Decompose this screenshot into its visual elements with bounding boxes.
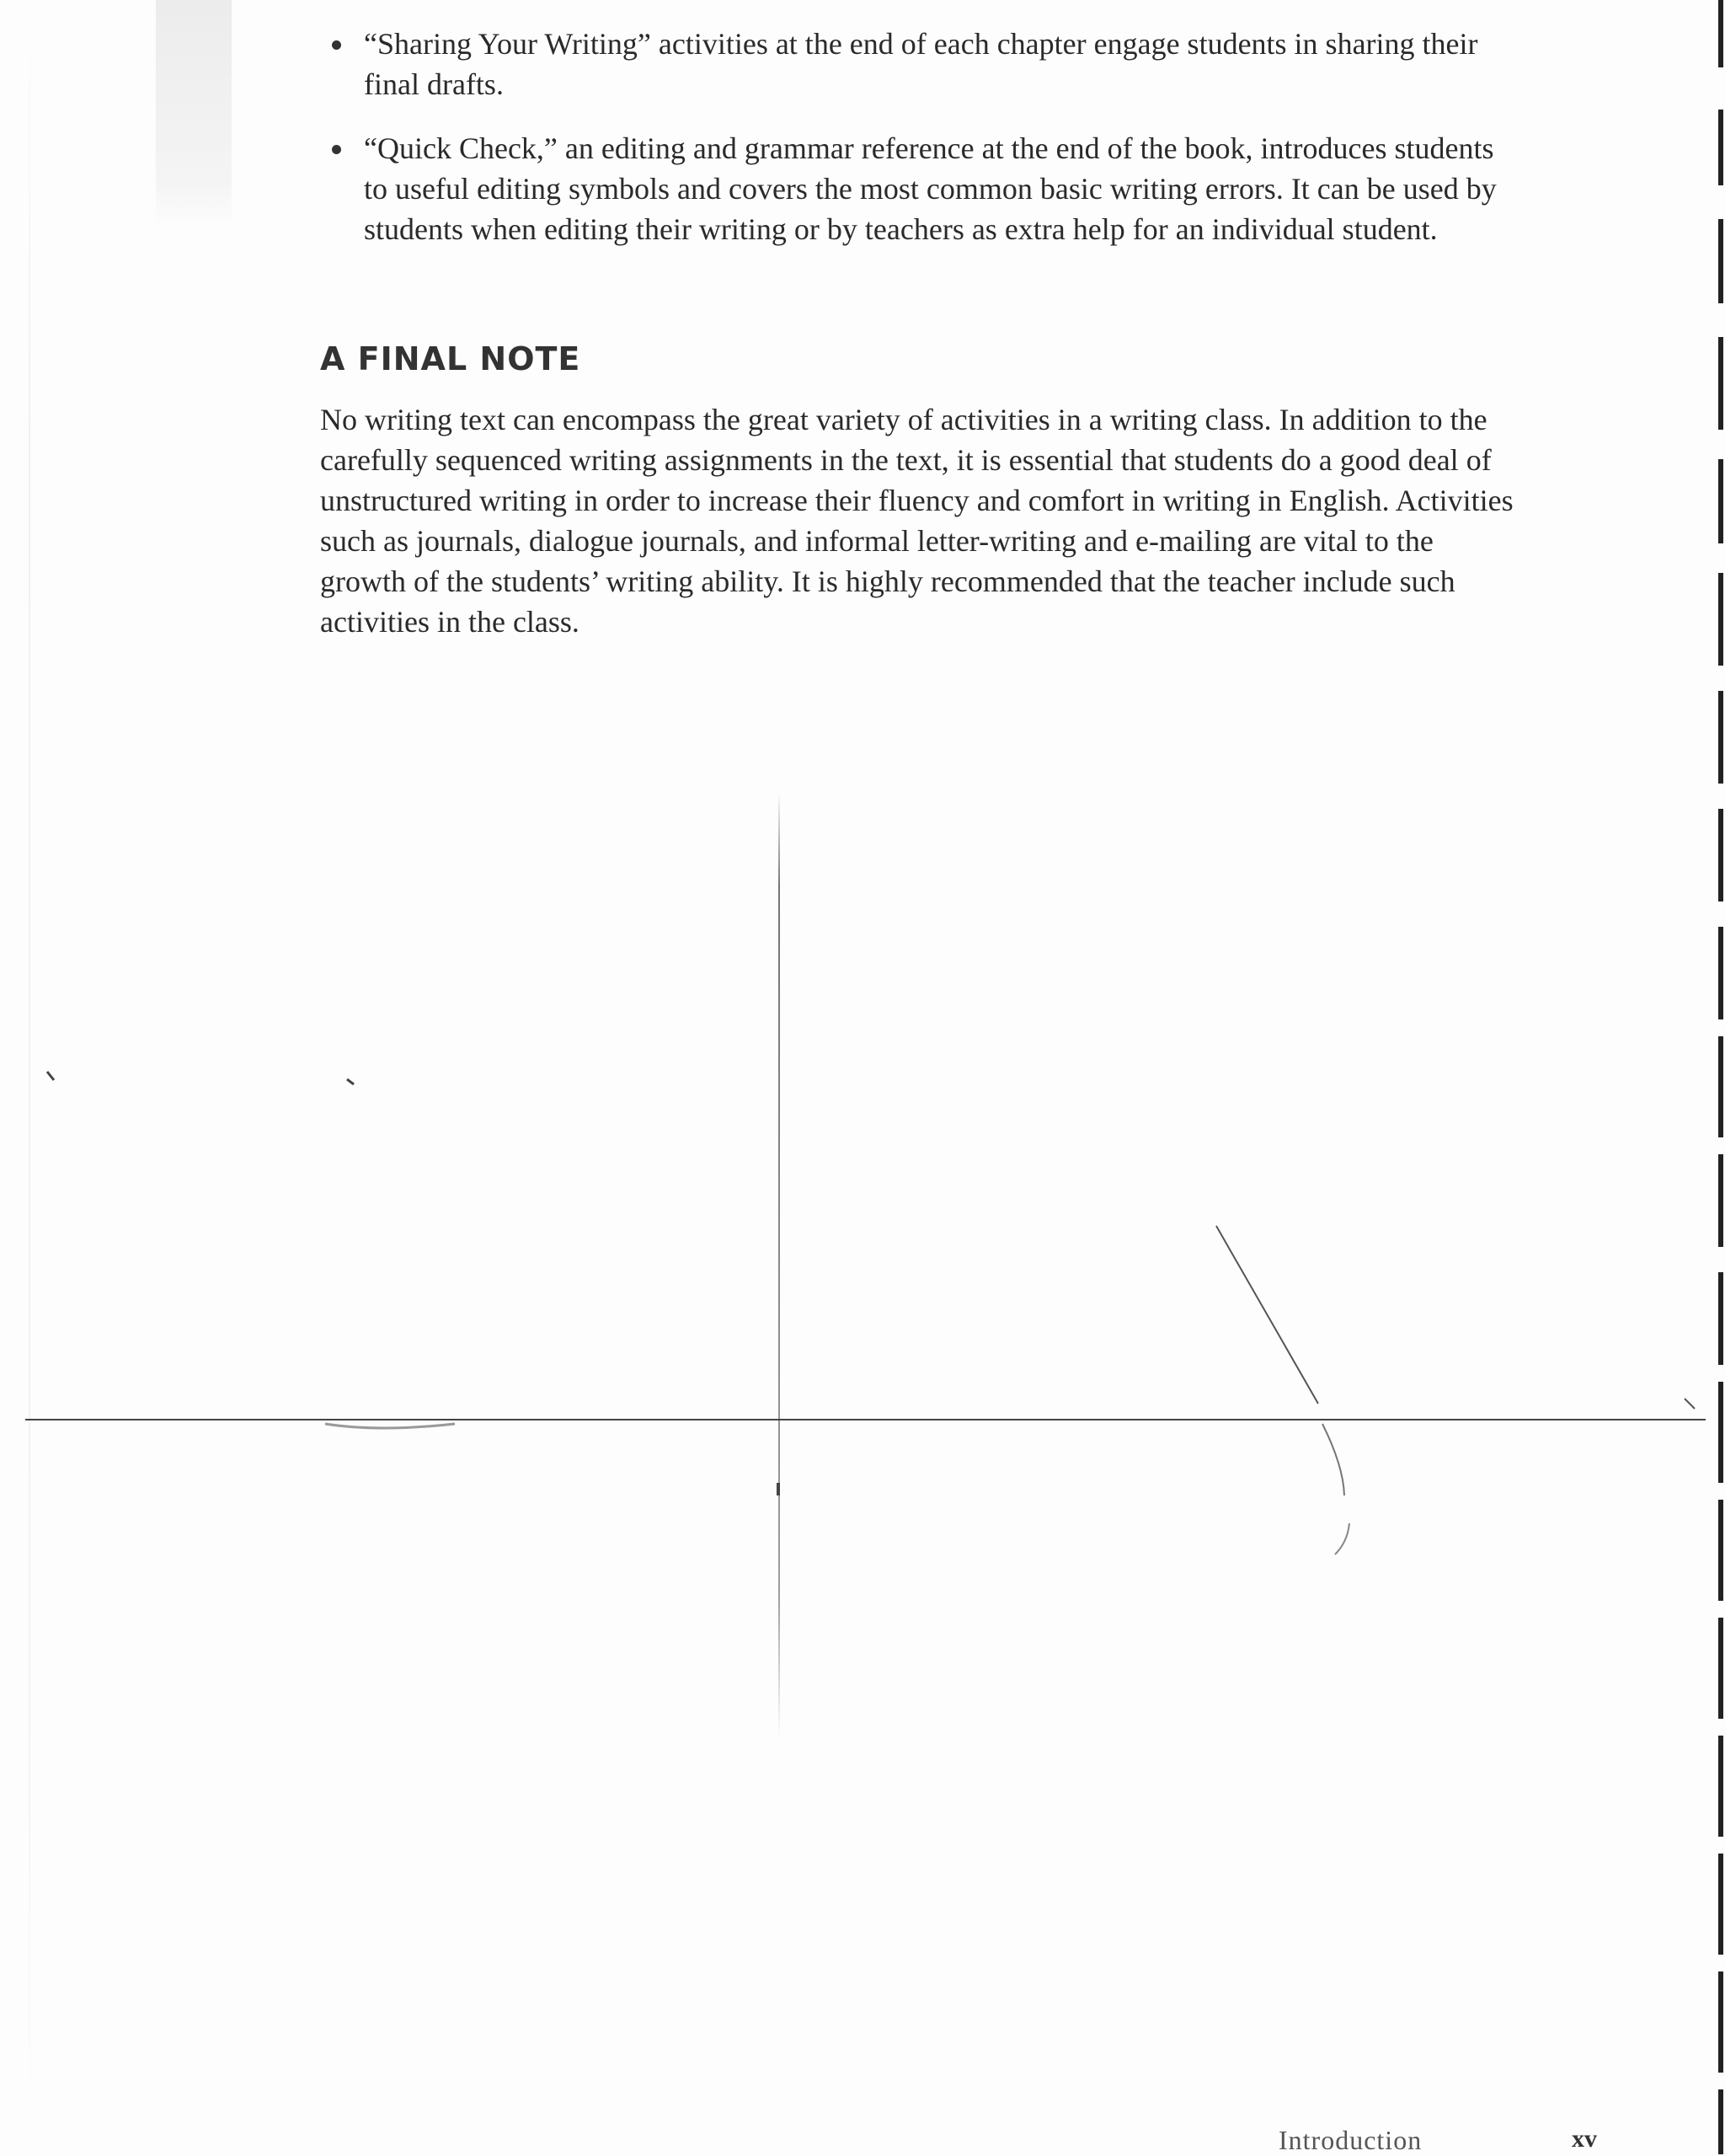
page-footer [0, 2125, 1725, 2155]
footer-section-label: Introduction [1279, 2125, 1423, 2155]
section-heading: A FINAL NOTE [320, 340, 581, 377]
bullet-text: “Sharing Your Writing” activities at the end of each chapter engage students in sharing their final drafts. [364, 27, 1478, 101]
binding-edge [1713, 0, 1725, 2154]
section-paragraph: No writing text can encompass the great variety of activities in a writing class. In addition to the carefully sequenced writing assignments in the text, it is essential that students do a good deal of unstructured writing in order to increase their fluency and comfort in writing in English. Activities such as journals, dialogue journals, and informal letter-writing and e-mailing are vital to the growth of the students’ writing ability. It is highly recommended that the teacher include such activities in the class. [320, 403, 1514, 639]
page-number: xv [1572, 2125, 1597, 2153]
bullet-text: “Quick Check,” an editing and grammar reference at the end of the book, introduces students to useful editing symbols and covers the most common basic writing errors. It can be used by students when editing their writing or by teachers as extra help for an individual student. [364, 131, 1497, 246]
